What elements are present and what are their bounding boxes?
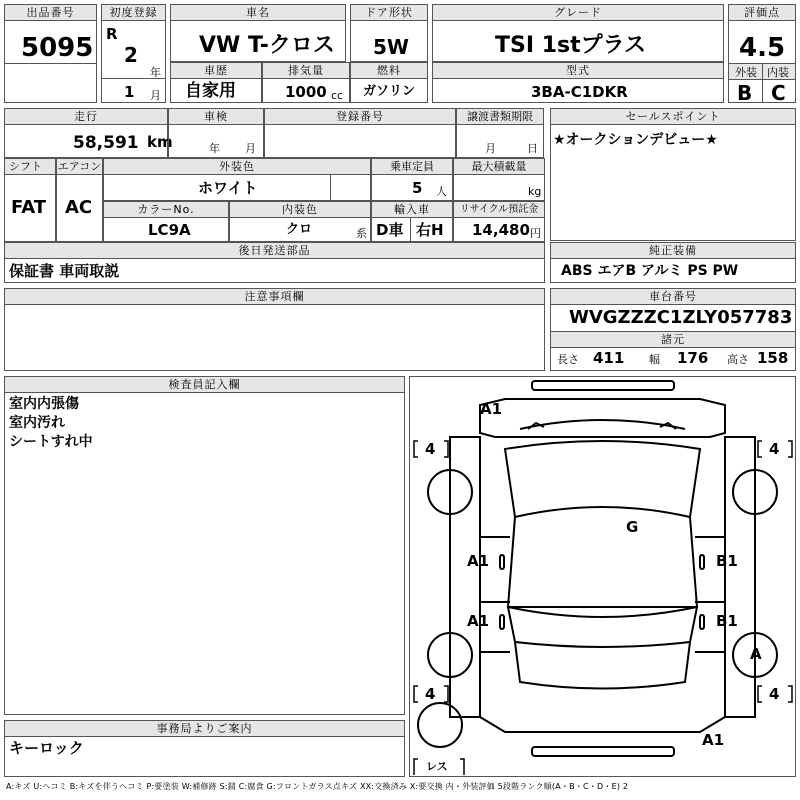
evaluation-label: 評価点 (729, 5, 795, 21)
color-no-value: LC9A (148, 221, 191, 239)
shift-box (4, 158, 56, 242)
mileage-box (4, 108, 173, 158)
fuel-label: 燃料 (351, 63, 427, 79)
first-registration-box (101, 4, 166, 103)
fuel-value: ガソリン (363, 84, 416, 99)
sales-point-value: ★オークションデビュー★ (553, 132, 718, 148)
month-unit: 月 (150, 89, 161, 102)
later-parts-box (4, 242, 545, 283)
import-type: D車 (376, 221, 404, 239)
car-name-label: 車名 (171, 5, 345, 21)
shift-label: シフト (5, 159, 55, 175)
inspector-note-line: 室内汚れ (9, 415, 65, 431)
door-type-label: ドア形状 (351, 5, 427, 21)
recycle-fee-box (453, 201, 545, 242)
capacity-box (371, 158, 453, 201)
shift-value: FAT (11, 197, 47, 218)
interior-color-suffix: 系 (356, 227, 367, 240)
history-box (170, 62, 262, 103)
chassis-number-value: WVGZZZC1ZLY057783 (569, 307, 793, 328)
mark-left-front-door: A1 (467, 552, 490, 570)
inspector-note-line: 室内内張傷 (9, 396, 79, 412)
mark-tire-rear-right: 4 (769, 685, 780, 703)
office-notice-value: キーロック (9, 739, 84, 757)
mark-tire-front-right: 4 (769, 440, 780, 458)
exterior-color-label: 外装色 (104, 159, 370, 175)
inspector-note-line: シートすれ中 (9, 434, 93, 450)
specs-label: 諸元 (551, 331, 795, 348)
aircon-label: エアコン (57, 160, 102, 173)
inspector-notes-box (4, 376, 405, 715)
aircon-box (56, 158, 103, 242)
inspector-notes-list (9, 395, 93, 452)
mark-right-rear-fender: A (750, 645, 762, 663)
steering-side: 右H (416, 221, 444, 239)
door-type-box (350, 4, 428, 62)
interior-color-box (229, 201, 371, 242)
history-label: 車歴 (171, 63, 261, 79)
capacity-label: 乗車定員 (372, 159, 452, 175)
office-notice-box (4, 720, 405, 777)
displacement-unit: cc (331, 89, 344, 102)
later-parts-value: 保証書 車両取説 (9, 262, 120, 280)
inspection-month-unit: 月 (245, 142, 256, 155)
displacement-label: 排気量 (263, 63, 349, 79)
interior-color-value: クロ (286, 222, 313, 237)
car-outline-diagram (410, 377, 795, 776)
lot-number-box (4, 4, 97, 103)
transfer-deadline-box (456, 108, 544, 158)
import-label: 輸入車 (372, 202, 452, 218)
door-type-value: 5W (373, 35, 409, 59)
recycle-fee-label: リサイクル預託金 (454, 202, 544, 218)
car-name-value: VW T-クロス (199, 33, 335, 58)
length-value: 411 (593, 349, 625, 367)
registration-number-box (264, 108, 456, 158)
color-no-label: カラーNo. (104, 202, 228, 218)
mileage-unit: km (147, 133, 173, 151)
model-code-value: 3BA-C1DKR (531, 83, 628, 101)
exterior-color-value: ホワイト (198, 179, 258, 197)
transfer-deadline-label: 譲渡書類期限 (457, 109, 543, 125)
car-name-box (170, 4, 346, 62)
history-value: 自家用 (185, 81, 236, 101)
later-parts-label: 後日発送部品 (5, 243, 544, 259)
fuel-box (350, 62, 428, 103)
displacement-value: 1000 (285, 83, 327, 101)
genuine-equipment-value: ABS エアB アルミ PS PW (561, 263, 739, 279)
mileage-value: 58,591 (73, 133, 139, 153)
capacity-unit: 人 (436, 185, 447, 198)
notes-box (4, 288, 545, 371)
height-label: 高さ (727, 353, 749, 366)
registration-year: 2 (124, 43, 138, 67)
exterior-label: 外装 (735, 66, 757, 79)
length-label: 長さ (557, 353, 579, 366)
inspector-notes-label: 検査員記入欄 (5, 377, 404, 393)
genuine-equipment-label: 純正装備 (551, 243, 795, 259)
aircon-value: AC (65, 197, 93, 218)
interior-grade: C (771, 81, 786, 105)
grade-label: グレード (433, 5, 723, 21)
width-value: 176 (677, 349, 709, 367)
registration-number-label: 登録番号 (265, 109, 455, 125)
mark-right-front-door: B1 (716, 552, 738, 570)
model-code-box (432, 62, 724, 103)
office-notice-label: 事務局よりご案内 (5, 721, 404, 737)
mark-spare-tire: レス (426, 760, 448, 773)
recycle-fee-value: 14,480 (472, 221, 530, 239)
max-load-box (453, 158, 545, 201)
year-unit: 年 (150, 66, 161, 79)
lot-number-value: 5095 (21, 33, 94, 63)
exterior-color-box (103, 158, 371, 201)
mark-front-bumper: A1 (480, 400, 503, 418)
first-registration-label: 初度登録 (102, 5, 165, 21)
recycle-fee-unit: 円 (530, 227, 541, 240)
notes-label: 注意事項欄 (5, 289, 544, 305)
mark-tire-front-left: 4 (425, 440, 436, 458)
registration-month: 1 (124, 83, 135, 101)
mark-rear-bumper: A1 (702, 731, 725, 749)
mark-left-rear-door: A1 (467, 612, 490, 630)
inspection-label: 車検 (169, 109, 263, 125)
interior-color-label: 内装色 (230, 202, 370, 218)
max-load-unit: kg (528, 185, 542, 198)
model-code-label: 型式 (433, 63, 723, 79)
interior-label: 内装 (767, 66, 789, 79)
damage-diagram-box (409, 376, 796, 777)
sales-point-box (550, 108, 796, 241)
color-no-box (103, 201, 229, 242)
exterior-grade: B (737, 81, 753, 105)
grade-box (432, 4, 724, 62)
grade-value: TSI 1stプラス (495, 33, 646, 58)
deadline-month-unit: 月 (485, 142, 496, 155)
mileage-label: 走行 (5, 109, 167, 125)
mark-glass: G (626, 518, 639, 536)
capacity-value: 5 (412, 179, 423, 197)
width-label: 幅 (649, 353, 660, 366)
mark-tire-rear-left: 4 (425, 685, 436, 703)
genuine-equipment-box (550, 242, 796, 283)
era-letter: R (106, 25, 118, 43)
chassis-number-label: 車台番号 (551, 289, 795, 305)
max-load-label: 最大積載量 (454, 159, 544, 175)
chassis-box (550, 288, 796, 371)
evaluation-box (728, 4, 796, 103)
lot-number-label: 出品番号 (5, 5, 96, 21)
evaluation-score: 4.5 (739, 33, 786, 63)
sales-point-label: セールスポイント (551, 109, 795, 125)
inspection-year-unit: 年 (209, 142, 220, 155)
mark-right-rear-door: B1 (716, 612, 738, 630)
height-value: 158 (757, 349, 789, 367)
damage-code-legend: A:キズ U:ヘコミ B:キズを伴うヘコミ P:要塗装 W:補修跡 S:錆 C:腐食 G:フロントガラス点キズ XX:交換済み X:要交換 内・外装評価 5段階ランク順(A・B・C・D・E) 2 (6, 782, 629, 791)
deadline-day-unit: 日 (527, 142, 538, 155)
displacement-box (262, 62, 350, 103)
import-box (371, 201, 453, 242)
inspection-box (168, 108, 264, 158)
